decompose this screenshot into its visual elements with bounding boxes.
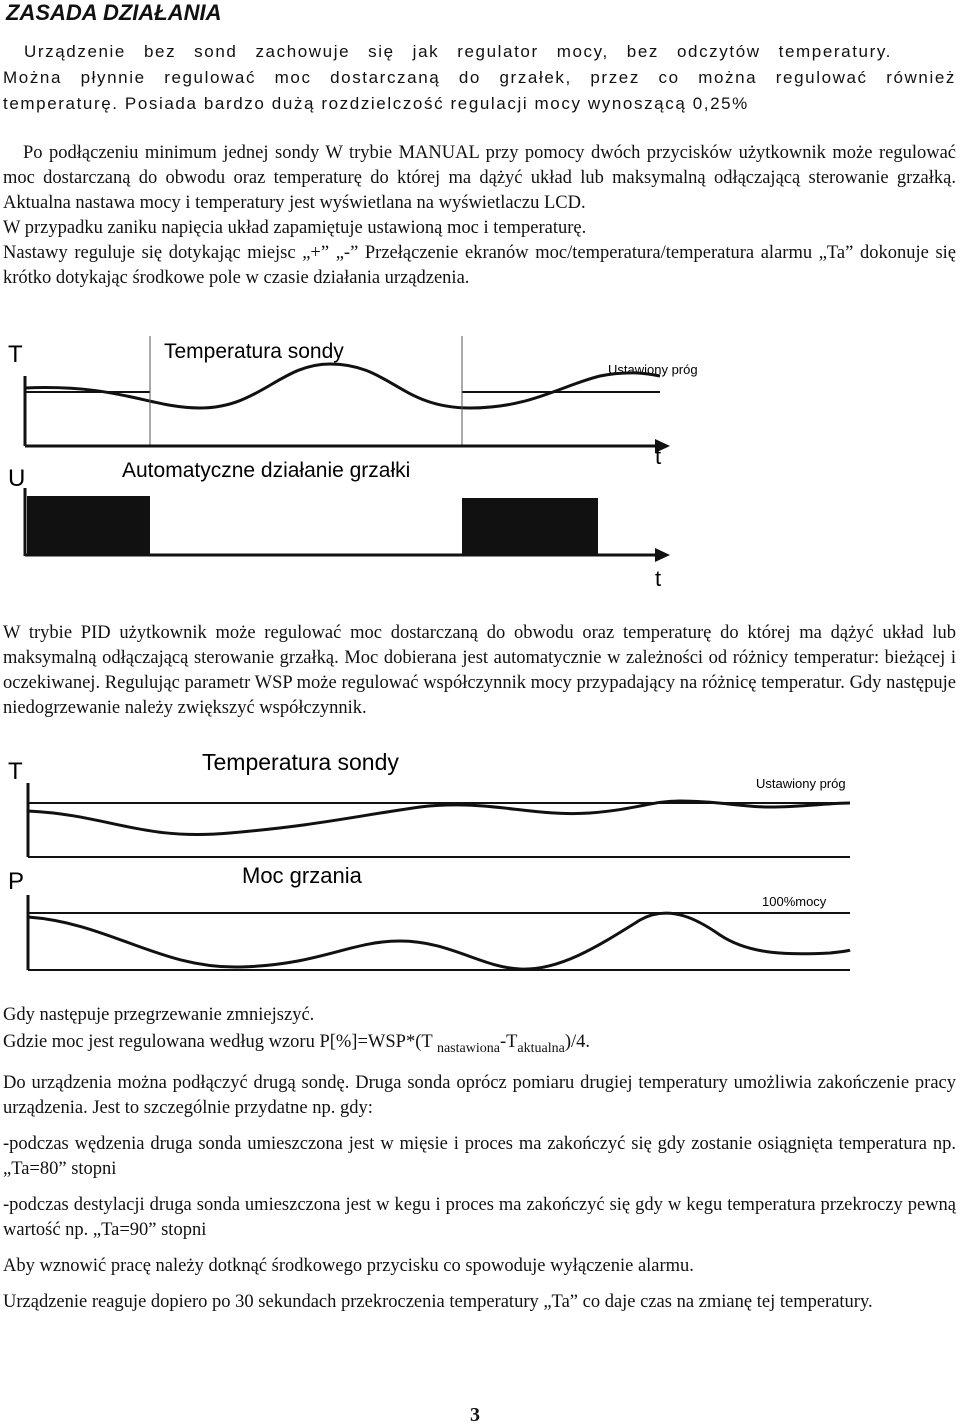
- diagram1-temp-title: Temperatura sondy: [164, 340, 344, 363]
- t-time-label: t: [655, 444, 662, 469]
- pid-paragraph: W trybie PID użytkownik może regulować moc dostarczaną do obwodu oraz temperaturę do której ma dążyć układ lub maksymalną odłączającą sterowanie grzałką. Moc dobierana jest automatycznie w zależności od różnicy temperatur: bieżącej i oczekiwanej. Regulując parametr WSP może regulować współczynnik mocy przypadający na różnicę temperatur. Gdy następuje niedogrzewanie należy zwiększyć współczynnik.: [3, 623, 956, 718]
- pid-threshold-label: Ustawiony próg: [756, 776, 846, 791]
- pid-section: [3, 621, 956, 721]
- formula-sub-set: nastawiona: [436, 1041, 500, 1056]
- temperature-curve-1: [25, 364, 660, 408]
- p-axis-label: P: [8, 868, 25, 895]
- heater-on-block-1: [27, 496, 150, 554]
- page-number: 3: [470, 1404, 480, 1426]
- u-time-arrow: [655, 548, 670, 562]
- section-title: ZASADA DZIAŁANIA: [6, 0, 222, 25]
- power-loss-paragraph: W przypadku zaniku napięcia układ zapamiętuje ustawioną moc i temperaturę.: [3, 218, 587, 238]
- threshold-label: Ustawiony próg: [608, 362, 698, 377]
- diagram2-power-title: Moc grzania: [242, 863, 362, 888]
- intro-line-1: Urządzenie bez sond zachowuje się jak regulator mocy, bez odczytów temperatury.: [24, 42, 892, 61]
- heater-on-block-2: [462, 498, 598, 554]
- intro-line-2: Można płynnie regulować moc dostarczaną do grzałek, przez co można regulować również: [3, 68, 956, 87]
- max-power-label: 100%mocy: [762, 894, 827, 909]
- distillation-example: -podczas destylacji druga sonda umieszczona jest w kegu i proces ma zakończyć się gdy w kegu temperatura przekroczy pewną wartość np. „Ta=90” stopni: [3, 1195, 956, 1240]
- manual-mode-section: [3, 141, 956, 291]
- t-axis-label: T: [8, 341, 23, 368]
- intro-line-3: temperaturę. Posiada bardzo dużą rozdzielczość regulacji mocy wynoszącą 0,25%: [3, 94, 749, 113]
- formula-sub-actual: aktualna: [517, 1041, 565, 1056]
- diagram2-temp-title: Temperatura sondy: [202, 749, 399, 775]
- diagram1-heater-title: Automatyczne działanie grzałki: [122, 459, 411, 482]
- second-probe-intro: Do urządzenia można podłączyć drugą sondę. Druga sonda oprócz pomiaru drugiej temperatury umożliwia zakończenie pracy urządzenia. Jest to szczególnie przydatne np. gdy:: [3, 1073, 956, 1118]
- second-probe-section: [3, 1071, 956, 1315]
- smoking-example: -podczas wędzenia druga sonda umieszczona jest w mięsie i proces ma zakończyć się gdy zostanie osiągnięta temperatura np. „Ta=80” stopni: [3, 1134, 956, 1179]
- power-curve: [28, 913, 850, 969]
- resume-instruction: Aby wznowić pracę należy dotknąć środkowego przycisku co spowoduje wyłączenie alarmu.: [3, 1256, 694, 1276]
- formula-line: [3, 1030, 956, 1061]
- diagram-onoff: [0, 336, 960, 598]
- diagram-pid: [0, 745, 960, 980]
- pid-temperature-curve: [28, 801, 850, 835]
- settings-paragraph: Nastawy reguluje się dotykając miejsc „+” „-” Przełączenie ekranów moc/temperatura/temperatura alarmu „Ta” dokonuje się krótko dotykając środkowe pole w czasie działania urządzenia.: [3, 243, 956, 288]
- overheat-line: Gdy następuje przegrzewanie zmniejszyć.: [3, 1005, 315, 1025]
- u-axis-label: U: [8, 465, 26, 492]
- formula-prefix: Gdzie moc jest regulowana według wzoru P[%]=WSP*(T: [3, 1032, 437, 1052]
- u-time-label: t: [655, 566, 662, 591]
- pid-t-axis-label: T: [8, 758, 23, 785]
- formula-mid: -T: [499, 1032, 518, 1052]
- formula-suffix: )/4.: [564, 1032, 591, 1052]
- delay-note: Urządzenie reaguje dopiero po 30 sekundach przekroczenia temperatury „Ta” co daje czas na zmianę tej temperatury.: [3, 1292, 873, 1312]
- formula-section: [3, 1003, 956, 1061]
- manual-paragraph: Po podłączeniu minimum jednej sondy W trybie MANUAL przy pomocy dwóch przycisków użytkownik może regulować moc dostarczaną do obwodu oraz temperaturę do której ma dążyć układ lub maksymalną odłączającą sterowanie grzałką. Aktualna nastawa mocy i temperatury jest wyświetlana na wyświetlaczu LCD.: [3, 143, 956, 213]
